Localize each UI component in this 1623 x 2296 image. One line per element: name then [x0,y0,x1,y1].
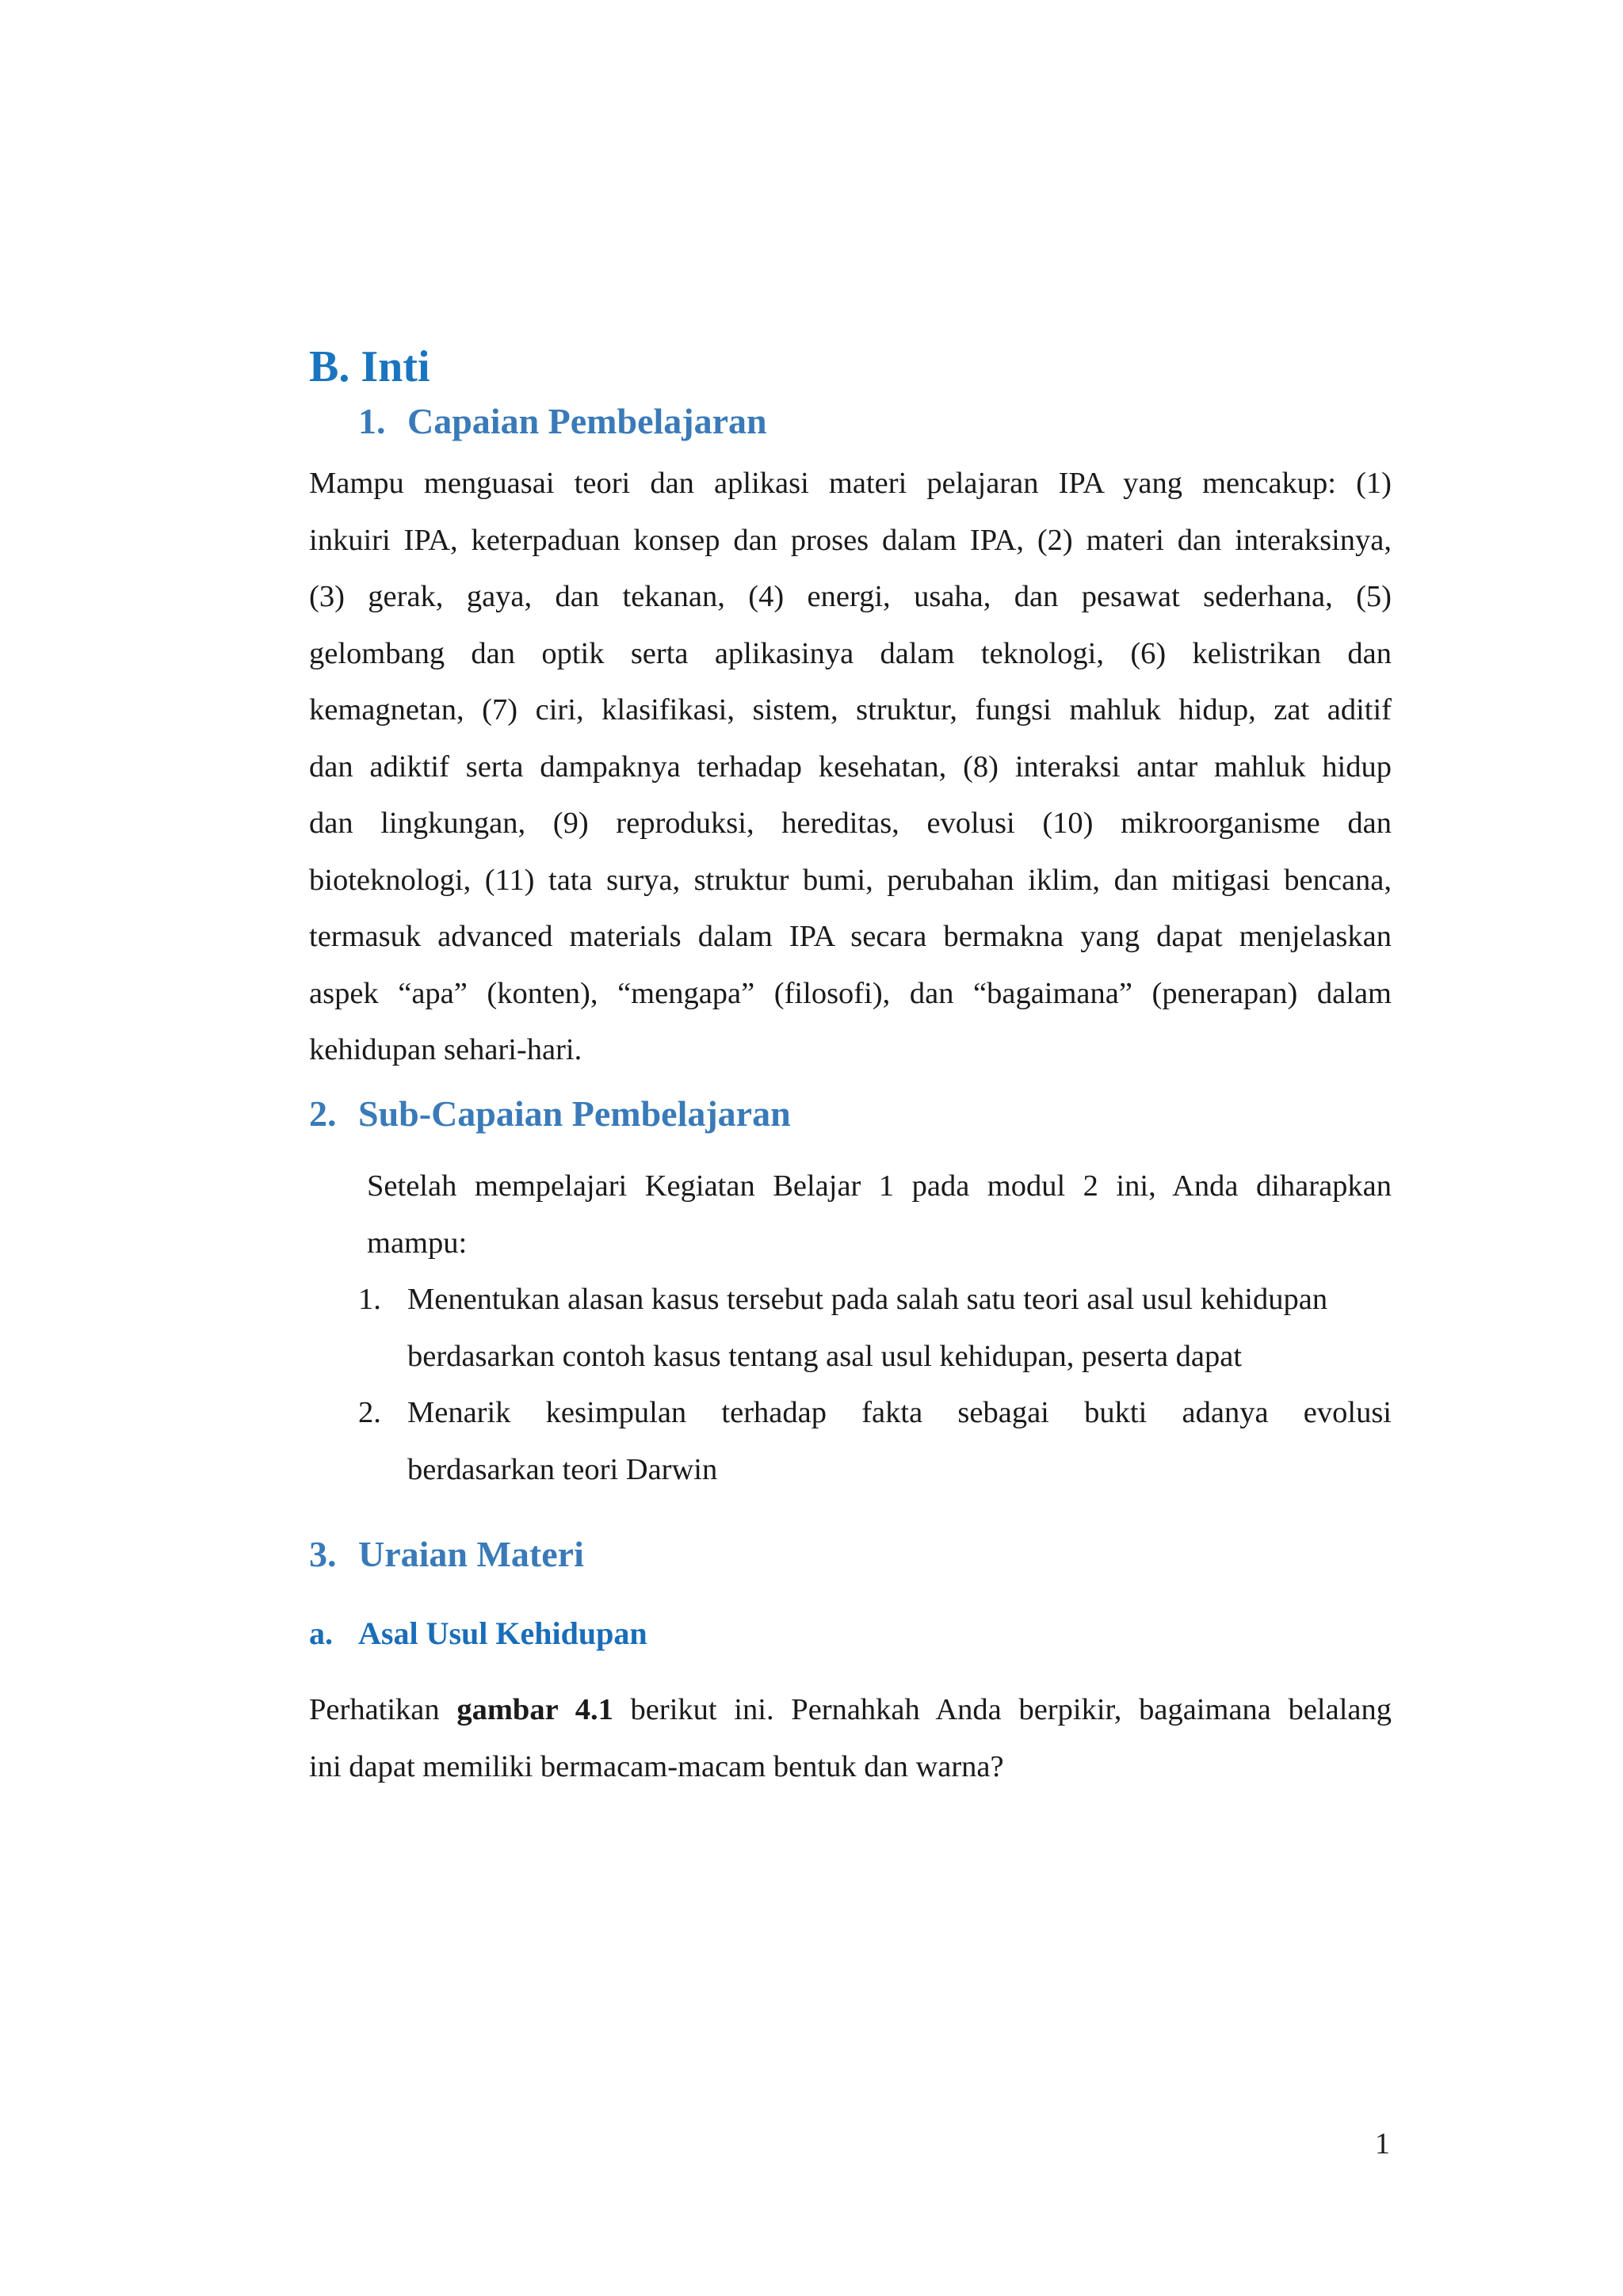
capaian-heading [358,398,767,445]
list-marker: 1. [358,1283,381,1316]
paragraph-line: aspek “apa” (konten), “mengapa” (filosofi), dan “bagaimana” (penerapan) dalam [309,976,1392,1010]
sub-capaian-title: Sub-Capaian Pembelajaran [358,1093,791,1134]
paragraph-line: dan lingkungan, (9) reproduksi, hereditas, evolusi (10) mikroorganisme dan [309,807,1392,840]
uraian-heading [309,1531,584,1578]
capaian-paragraph [309,456,1392,1079]
paragraph-line [309,1682,1392,1739]
capaian-title: Capaian Pembelajaran [407,401,767,441]
paragraph-line: dan adiktif serta dampaknya terhadap kesehatan, (8) interaksi antar mahluk hidup [309,749,1392,784]
asal-usul-heading [309,1611,647,1656]
uraian-number: 3. [309,1534,337,1574]
paragraph-line: kehidupan sehari-hari. [309,1033,582,1066]
paragraph-line: (3) gerak, gaya, dan tekanan, (4) energi, usaha, dan pesawat sederhana, (5) [309,580,1392,613]
paragraph-line: bioteknologi, (11) tata surya, struktur bumi, perubahan iklim, dan mitigasi bencana, [309,863,1392,897]
capaian-number: 1. [358,401,386,441]
paragraph-line: kemagnetan, (7) ciri, klasifikasi, sistem, struktur, fungsi mahluk hidup, zat aditif [309,693,1392,727]
paragraph-line: Mampu menguasai teori dan aplikasi materi pelajaran IPA yang mencakup: (1) [309,467,1392,500]
paragraph-line: Setelah mempelajari Kegiatan Belajar 1 pada modul 2 ini, Anda diharapkan [367,1169,1392,1203]
asal-usul-title: Asal Usul Kehidupan [358,1615,647,1651]
text-run: Perhatikan [309,1693,457,1726]
list-item-line: Menentukan alasan kasus tersebut pada salah satu teori asal usul kehidupan [407,1283,1328,1316]
list-item [358,1272,1392,1385]
section-title: Inti [361,342,430,391]
paragraph-line: gelombang dan optik serta aplikasinya dalam teknologi, (6) kelistrikan dan [309,636,1392,670]
section-heading [309,339,430,395]
asal-usul-paragraph [309,1682,1392,1795]
section-letter: B. [309,342,350,391]
figure-reference: gambar 4.1 [456,1693,613,1726]
text-run: berikut ini. Pernahkah Anda berpikir, bagaimana belalang [613,1693,1392,1726]
paragraph-line: ini dapat memiliki bermacam-macam bentuk dan warna? [309,1749,1004,1783]
paragraph-line: mampu: [367,1226,468,1260]
paragraph-line: inkuiri IPA, keterpaduan konsep dan proses dalam IPA, (2) materi dan interaksinya, [309,523,1392,557]
list-item [358,1385,1392,1498]
sub-capaian-number: 2. [309,1093,337,1134]
sub-capaian-heading [309,1090,791,1138]
asal-usul-letter: a. [309,1615,333,1651]
list-item-line: berdasarkan teori Darwin [407,1452,718,1486]
sub-capaian-intro [367,1158,1392,1272]
paragraph-line: termasuk advanced materials dalam IPA secara bermakna yang dapat menjelaskan [309,920,1392,953]
list-item-line: Menarik kesimpulan terhadap fakta sebagai bukti adanya evolusi [407,1396,1392,1429]
list-item-line: berdasarkan contoh kasus tentang asal usul kehidupan, peserta dapat [407,1339,1243,1373]
page-number: 1 [1375,2127,1390,2161]
uraian-title: Uraian Materi [358,1534,584,1574]
list-marker: 2. [358,1396,381,1429]
